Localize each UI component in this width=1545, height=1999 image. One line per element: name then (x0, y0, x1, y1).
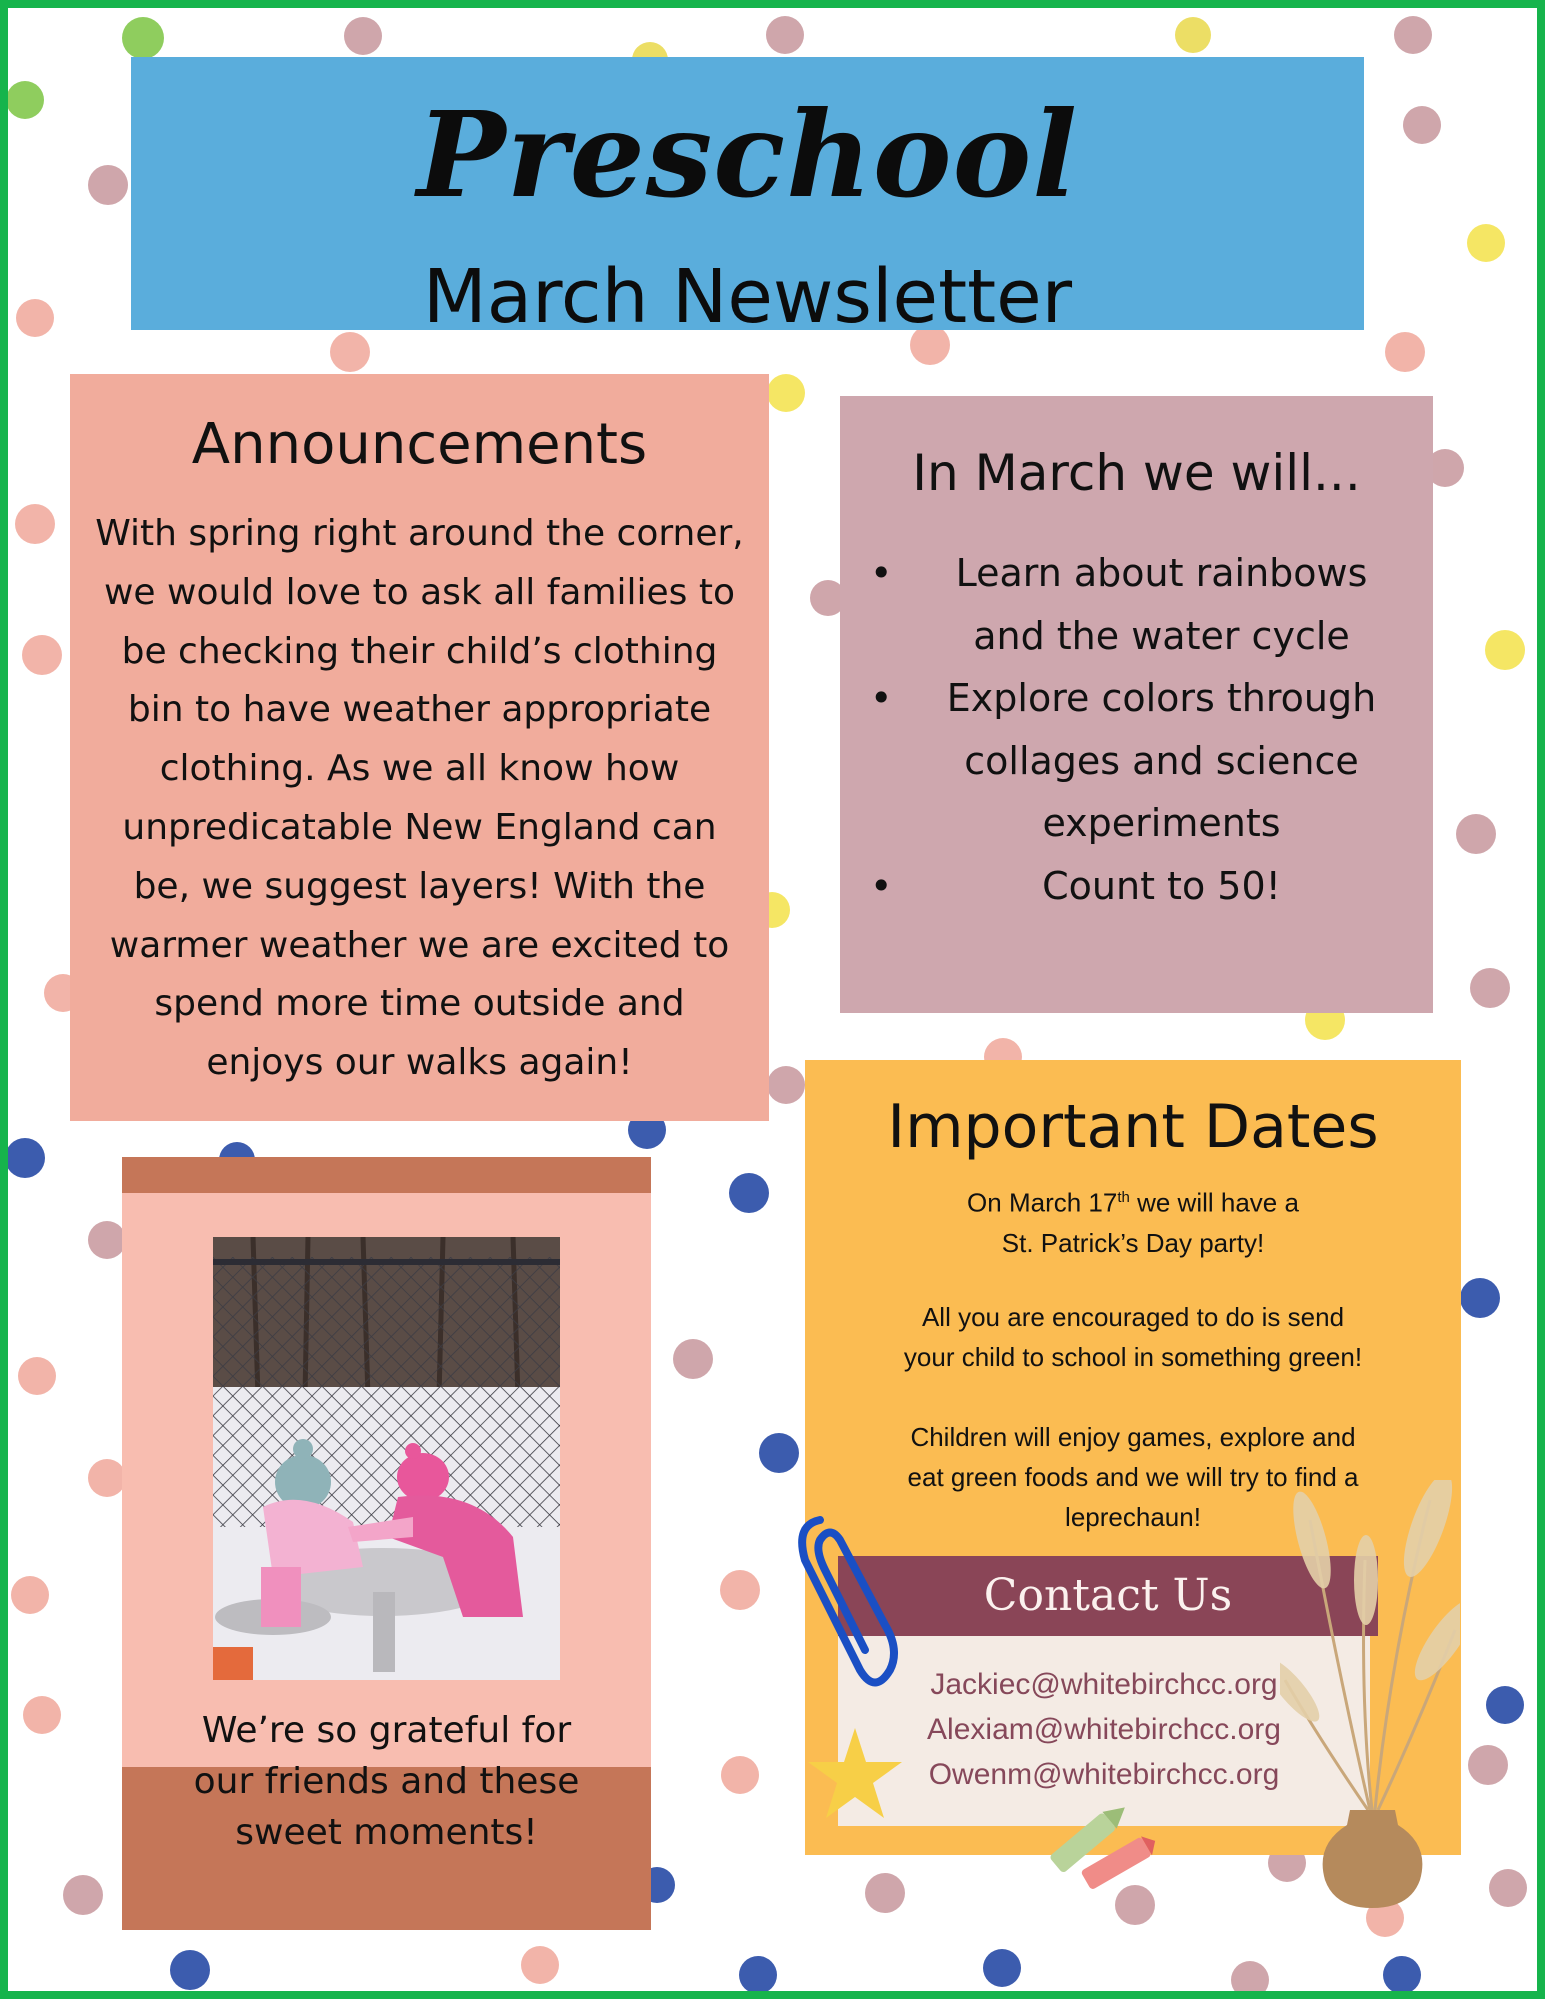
children-snow-photo (213, 1237, 560, 1680)
bullet-icon: • (870, 551, 893, 595)
contact-email-alexia[interactable]: Alexiam@whitebirchcc.org (927, 1713, 1281, 1746)
page-title: Preschool (416, 85, 1079, 224)
dates-paragraph-1: On March 17th we will have a St. Patrick’s Day party! (967, 1187, 1299, 1258)
bullet-icon: • (870, 676, 893, 720)
dates-paragraph-2: All you are encouraged to do is send your child to school in something green! (903, 1302, 1363, 1372)
list-item: • Learn about rainbows and the water cycle (870, 542, 1393, 667)
photo-card (122, 1157, 651, 1930)
photo-card-top-band (122, 1157, 651, 1193)
list-item: • Explore colors through collages and science experiments (870, 667, 1393, 855)
contact-email-jackie[interactable]: Jackiec@whitebirchcc.org (930, 1668, 1278, 1701)
contact-email-owen[interactable]: Owenm@whitebirchcc.org (928, 1758, 1280, 1791)
march-plans-heading: In March we will... (912, 444, 1361, 502)
dates-paragraph-3: Children will enjoy games, explore and eat green foods and we will try to find a leprechaun! (907, 1422, 1359, 1532)
contact-heading: Contact Us (983, 1570, 1233, 1621)
bullet-icon: • (870, 863, 893, 908)
announcements-body: With spring right around the corner, we would love to ask all families to be checking their child’s clothing bin to have weather appropriate clothing. As we all know how unpredicatable New England can be, we suggest layers! With the warmer weather we are excited to spend more time outside and enjoys our walks again! (95, 513, 744, 1084)
march-plans-list (870, 542, 1393, 917)
star-icon (800, 1720, 910, 1830)
page-subtitle: March Newsletter (422, 254, 1073, 340)
crayon-icon (1040, 1790, 1160, 1890)
list-item: • Count to 50! (870, 855, 1393, 918)
march-plans-panel (840, 396, 1433, 1013)
announcements-panel (70, 374, 769, 1121)
announcements-heading: Announcements (191, 412, 648, 477)
paperclip-icon (790, 1500, 900, 1690)
pampas-vase-icon (1280, 1480, 1460, 1910)
header-banner (131, 57, 1364, 340)
photo-caption: We’re so grateful for our friends and these sweet moments! (193, 1710, 580, 1853)
important-dates-heading: Important Dates (887, 1092, 1379, 1162)
